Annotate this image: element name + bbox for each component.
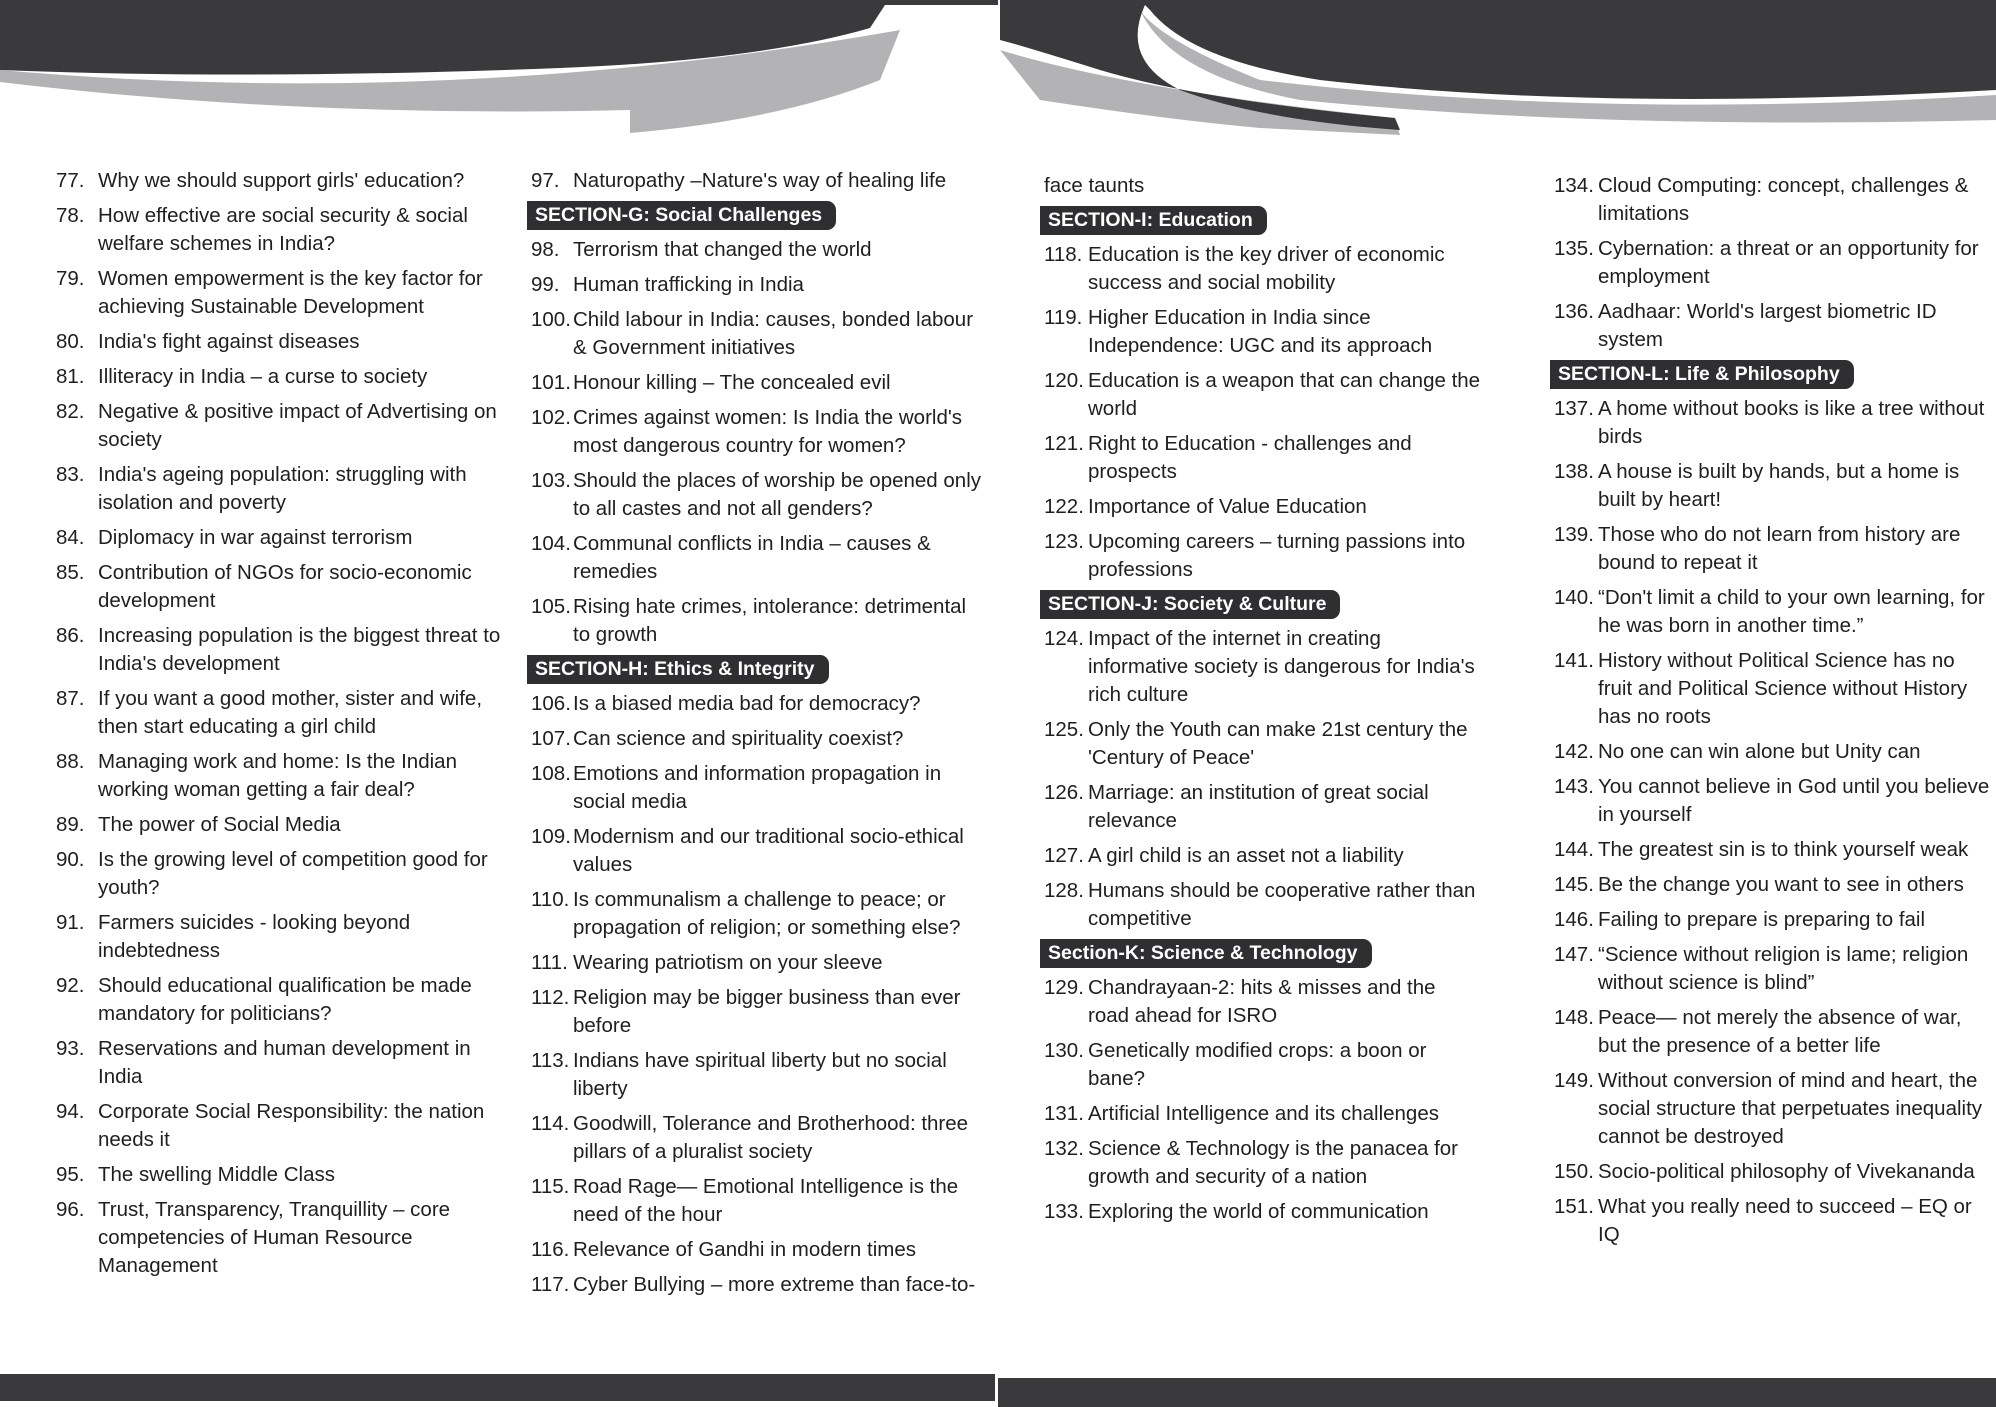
item-number: 91. (56, 911, 85, 934)
item-text: Importance of Value Education (1088, 495, 1367, 518)
section-heading-g: SECTION-G: Social Challenges (527, 201, 836, 230)
item-text: Indians have spiritual liberty but no social liberty (573, 1049, 947, 1100)
list-item (1044, 625, 1482, 709)
list-item (531, 984, 984, 1040)
list-item (1044, 241, 1482, 297)
item-text: Diplomacy in war against terrorism (98, 526, 413, 549)
header-banner (0, 0, 1996, 140)
item-text: Marriage: an institution of great social relevance (1088, 781, 1429, 832)
item-number: 101. (531, 371, 571, 394)
item-number: 148. (1554, 1006, 1594, 1029)
item-text: Is communalism a challenge to peace; or propagation of religion; or something else? (573, 888, 961, 939)
item-number: 112. (531, 986, 570, 1009)
item-number: 118. (1044, 243, 1083, 266)
item-text: Education is the key driver of economic success and social mobility (1088, 243, 1445, 294)
item-number: 122. (1044, 495, 1084, 518)
footer-bar-left (0, 1374, 995, 1401)
item-text: Terrorism that changed the world (573, 238, 872, 261)
list-item (1554, 1193, 1994, 1249)
item-number: 135. (1554, 237, 1594, 260)
item-number: 126. (1044, 781, 1084, 804)
column-1 (56, 167, 504, 1287)
item-number: 86. (56, 624, 85, 647)
item-number: 115. (531, 1175, 570, 1198)
list-item (1554, 773, 1994, 829)
item-text: A home without books is like a tree without birds (1598, 397, 1985, 448)
list-item (56, 265, 504, 321)
item-number: 134. (1554, 174, 1594, 197)
item-text: Emotions and information propagation in social media (573, 762, 942, 813)
list-item (56, 328, 504, 356)
item-number: 87. (56, 687, 85, 710)
item-number: 82. (56, 400, 85, 423)
item-text: Should educational qualification be made mandatory for politicians? (98, 974, 472, 1025)
list-item (1554, 584, 1994, 640)
item-number: 137. (1554, 397, 1594, 420)
section-heading-i: SECTION-I: Education (1040, 206, 1267, 235)
column-4 (1554, 172, 1994, 1256)
list-item (1044, 974, 1482, 1030)
banner-dark-right (1000, 0, 1996, 99)
item-number: 102. (531, 406, 571, 429)
footer-bar-right (998, 1378, 1996, 1407)
list-item (1044, 877, 1482, 933)
item-text: Human trafficking in India (573, 273, 804, 296)
item-number: 124. (1044, 627, 1084, 650)
item-text: Aadhaar: World's largest biometric ID system (1598, 300, 1937, 351)
item-text: Socio-political philosophy of Vivekananda (1598, 1160, 1975, 1183)
item-text: Only the Youth can make 21st century the 'Century of Peace' (1088, 718, 1468, 769)
item-number: 84. (56, 526, 85, 549)
item-number: 127. (1044, 844, 1084, 867)
item-number: 147. (1554, 943, 1594, 966)
list-item (531, 1236, 984, 1264)
list-item (1554, 1004, 1994, 1060)
item-number: 97. (531, 169, 560, 192)
item-number: 106. (531, 692, 571, 715)
item-number: 110. (531, 888, 570, 911)
list-item (1554, 1067, 1994, 1151)
item-text: Trust, Transparency, Tranquillity – core competencies of Human Resource Management (98, 1198, 451, 1277)
item-number: 123. (1044, 530, 1084, 553)
item-text: Should the places of worship be opened only to all castes and not all genders? (573, 469, 982, 520)
item-number: 120. (1044, 369, 1084, 392)
list-item (1044, 1198, 1482, 1226)
section-heading-k: Section-K: Science & Technology (1040, 939, 1372, 968)
list-item (56, 1098, 504, 1154)
item-number: 90. (56, 848, 85, 871)
list-item (1554, 172, 1994, 228)
list-item (56, 748, 504, 804)
list-item (531, 949, 984, 977)
list-item (1044, 367, 1482, 423)
list-item (531, 886, 984, 942)
item-number: 105. (531, 595, 571, 618)
list-item (56, 167, 504, 195)
item-text: History without Political Science has no fruit and Political Science without History has no roots (1598, 649, 1968, 728)
item-number: 89. (56, 813, 85, 836)
item-number: 149. (1554, 1069, 1594, 1092)
list-item (531, 1110, 984, 1166)
item-number: 93. (56, 1037, 85, 1060)
item-text: Failing to prepare is preparing to fail (1598, 908, 1926, 931)
item-text: Women empowerment is the key factor for achieving Sustainable Development (98, 267, 483, 318)
item-text: Religion may be bigger business than ever before (573, 986, 961, 1037)
item-text: Goodwill, Tolerance and Brotherhood: three pillars of a pluralist society (573, 1112, 969, 1163)
item-text: Road Rage— Emotional Intelligence is the need of the hour (573, 1175, 959, 1226)
list-item (531, 236, 984, 264)
item-text: Honour killing – The concealed evil (573, 371, 891, 394)
list-item (1554, 521, 1994, 577)
item-number: 108. (531, 762, 571, 785)
list-item (56, 1161, 504, 1189)
list-item (531, 467, 984, 523)
item-text: Education is a weapon that can change the world (1088, 369, 1481, 420)
item-number: 109. (531, 825, 571, 848)
item-number: 81. (56, 365, 85, 388)
item-number: 144. (1554, 838, 1594, 861)
item-text: Is a biased media bad for democracy? (573, 692, 921, 715)
item-text: Exploring the world of communication (1088, 1200, 1429, 1223)
list-item (56, 524, 504, 552)
list-item (56, 461, 504, 517)
item-number: 107. (531, 727, 571, 750)
item-number: 130. (1044, 1039, 1084, 1062)
list-item (531, 725, 984, 753)
list-item (56, 972, 504, 1028)
item-number: 83. (56, 463, 85, 486)
list-item (1554, 235, 1994, 291)
item-text: Naturopathy –Nature's way of healing life (573, 169, 947, 192)
item-text: Peace— not merely the absence of war, but the presence of a better life (1598, 1006, 1962, 1057)
list-item (531, 306, 984, 362)
item-text: No one can win alone but Unity can (1598, 740, 1921, 763)
list-item (1554, 647, 1994, 731)
item-text: Upcoming careers – turning passions into professions (1088, 530, 1466, 581)
item-number: 151. (1554, 1195, 1594, 1218)
item-number: 103. (531, 469, 571, 492)
list-item (531, 593, 984, 649)
list-item (56, 846, 504, 902)
item-text: “Science without religion is lame; religion without science is blind” (1598, 943, 1969, 994)
item-number: 98. (531, 238, 560, 261)
item-text: Cybernation: a threat or an opportunity for employment (1598, 237, 1979, 288)
item-text: Reservations and human development in India (98, 1037, 471, 1088)
item-text: Modernism and our traditional socio-ethical values (573, 825, 964, 876)
list-item (1044, 528, 1482, 584)
item-text: Without conversion of mind and heart, the social structure that perpetuates inequality cannot be destroyed (1598, 1069, 1983, 1148)
item-number: 129. (1044, 976, 1084, 999)
item-text: Cyber Bullying – more extreme than face-to- (573, 1273, 976, 1296)
item-text: The power of Social Media (98, 813, 341, 836)
item-number: 95. (56, 1163, 85, 1186)
list-item (1554, 395, 1994, 451)
list-item (531, 1173, 984, 1229)
list-item (531, 271, 984, 299)
item-number: 80. (56, 330, 85, 353)
list-item (56, 559, 504, 615)
item-number: 119. (1044, 306, 1083, 329)
list-item (531, 530, 984, 586)
item-number: 78. (56, 204, 85, 227)
list-item (56, 1196, 504, 1280)
item-text: Science & Technology is the panacea for growth and security of a nation (1088, 1137, 1459, 1188)
list-item (1044, 430, 1482, 486)
item-text: Be the change you want to see in others (1598, 873, 1964, 896)
list-item (56, 622, 504, 678)
list-item (1044, 1037, 1482, 1093)
item-number: 92. (56, 974, 85, 997)
item-number: 145. (1554, 873, 1594, 896)
item-text: Impact of the internet in creating informative society is dangerous for India's rich culture (1088, 627, 1475, 706)
item-text: India's ageing population: struggling with isolation and poverty (98, 463, 467, 514)
list-item (1554, 906, 1994, 934)
item-number: 136. (1554, 300, 1594, 323)
item-number: 133. (1044, 1200, 1084, 1223)
item-text: The greatest sin is to think yourself weak (1598, 838, 1969, 861)
item-number: 140. (1554, 586, 1594, 609)
item-text: What you really need to succeed – EQ or IQ (1598, 1195, 1972, 1246)
item-number: 116. (531, 1238, 570, 1261)
list-item (531, 404, 984, 460)
section-heading-h: SECTION-H: Ethics & Integrity (527, 655, 829, 684)
item-number: 88. (56, 750, 85, 773)
item-text: Farmers suicides - looking beyond indebtedness (98, 911, 411, 962)
item-number: 77. (56, 169, 85, 192)
list-item (1044, 716, 1482, 772)
item-text: Crimes against women: Is India the world's most dangerous country for women? (573, 406, 963, 457)
item-text: You cannot believe in God until you believe in yourself (1598, 775, 1990, 826)
list-item (1554, 871, 1994, 899)
item-text: If you want a good mother, sister and wife, then start educating a girl child (98, 687, 483, 738)
item-number: 132. (1044, 1137, 1084, 1160)
item-number: 142. (1554, 740, 1594, 763)
list-item (56, 909, 504, 965)
item-text: Artificial Intelligence and its challenges (1088, 1102, 1439, 1125)
item-text: Chandrayaan-2: hits & misses and the road ahead for ISRO (1088, 976, 1436, 1027)
item-number: 111. (531, 951, 568, 974)
item-text: Child labour in India: causes, bonded labour & Government initiatives (573, 308, 974, 359)
item-text: Negative & positive impact of Advertising on society (98, 400, 497, 451)
list-item (56, 363, 504, 391)
item-number: 131. (1044, 1102, 1084, 1125)
list-item (1554, 298, 1994, 354)
list-item (531, 1047, 984, 1103)
item-text: Higher Education in India since Independence: UGC and its approach (1088, 306, 1433, 357)
item-number: 146. (1554, 908, 1594, 931)
item-text: Cloud Computing: concept, challenges & limitations (1598, 174, 1969, 225)
section-heading-j: SECTION-J: Society & Culture (1040, 590, 1340, 619)
column-3 (1044, 172, 1482, 1233)
list-item (1044, 304, 1482, 360)
item-number: 143. (1554, 775, 1594, 798)
item-text: Those who do not learn from history are bound to repeat it (1598, 523, 1961, 574)
item-text: “Don't limit a child to your own learning, for he was born in another time.” (1598, 586, 1985, 637)
list-item (56, 811, 504, 839)
column-2 (531, 167, 984, 1306)
item-text: Why we should support girls' education? (98, 169, 465, 192)
item-text: Illiteracy in India – a curse to society (98, 365, 428, 388)
item-text: Rising hate crimes, intolerance: detrimental to growth (573, 595, 967, 646)
item-text: A house is built by hands, but a home is built by heart! (1598, 460, 1960, 511)
item-text: India's fight against diseases (98, 330, 360, 353)
item-text: Humans should be cooperative rather than competitive (1088, 879, 1476, 930)
item-text: A girl child is an asset not a liability (1088, 844, 1404, 867)
item-number: 104. (531, 532, 571, 555)
list-item (56, 685, 504, 741)
list-item (531, 369, 984, 397)
item-number: 138. (1554, 460, 1594, 483)
list-item (1554, 941, 1994, 997)
list-item (531, 167, 984, 195)
list-item (1044, 1135, 1482, 1191)
item-number: 117. (531, 1273, 570, 1296)
list-item (1044, 493, 1482, 521)
item-text: Right to Education - challenges and prospects (1088, 432, 1412, 483)
list-item (56, 398, 504, 454)
item-number: 79. (56, 267, 85, 290)
item-number: 150. (1554, 1160, 1594, 1183)
item-number: 96. (56, 1198, 85, 1221)
item-number: 113. (531, 1049, 570, 1072)
list-item (1044, 842, 1482, 870)
item-text: Communal conflicts in India – causes & remedies (573, 532, 931, 583)
item-text: Wearing patriotism on your sleeve (573, 951, 883, 974)
item-text: Relevance of Gandhi in modern times (573, 1238, 916, 1261)
item-number: 128. (1044, 879, 1084, 902)
item-text: The swelling Middle Class (98, 1163, 335, 1186)
item-number: 121. (1044, 432, 1084, 455)
item-text: Corporate Social Responsibility: the nation needs it (98, 1100, 485, 1151)
list-item (1044, 779, 1482, 835)
item-text: Genetically modified crops: a boon or bane? (1088, 1039, 1427, 1090)
item-text: Managing work and home: Is the Indian working woman getting a fair deal? (98, 750, 457, 801)
list-item (531, 823, 984, 879)
item-number: 114. (531, 1112, 570, 1135)
item-number: 100. (531, 308, 571, 331)
item-number: 141. (1554, 649, 1594, 672)
list-item (1554, 458, 1994, 514)
item-text: How effective are social security & social welfare schemes in India? (98, 204, 468, 255)
item-number: 139. (1554, 523, 1594, 546)
list-item (56, 1035, 504, 1091)
list-item (531, 690, 984, 718)
item-number: 125. (1044, 718, 1084, 741)
item-text: Increasing population is the biggest threat to India's development (98, 624, 501, 675)
list-item (1554, 1158, 1994, 1186)
list-item (1554, 738, 1994, 766)
continued-text: face taunts (1044, 174, 1145, 197)
list-item (531, 1271, 984, 1299)
list-item (1044, 1100, 1482, 1128)
item-text: Is the growing level of competition good for youth? (98, 848, 488, 899)
list-item (56, 202, 504, 258)
item-number: 85. (56, 561, 85, 584)
item-text: Contribution of NGOs for socio-economic development (98, 561, 472, 612)
list-item (1554, 836, 1994, 864)
item-text: Can science and spirituality coexist? (573, 727, 904, 750)
list-item (531, 760, 984, 816)
section-heading-l: SECTION-L: Life & Philosophy (1550, 360, 1854, 389)
item-number: 94. (56, 1100, 85, 1123)
item-number: 99. (531, 273, 560, 296)
